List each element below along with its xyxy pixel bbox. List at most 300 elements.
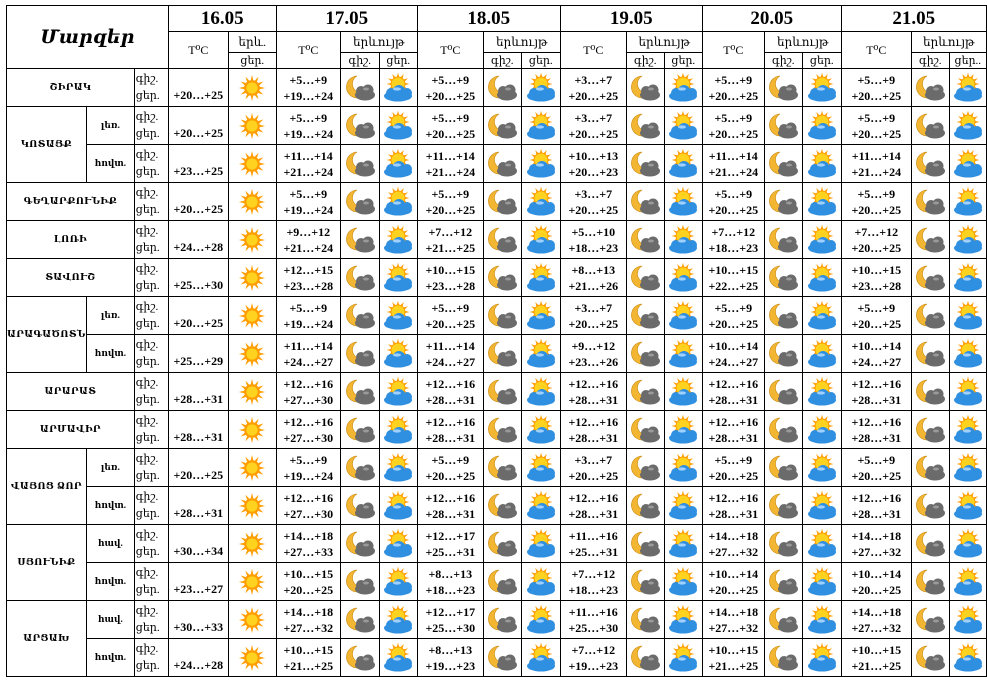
sun-cloud-icon xyxy=(380,73,416,103)
sun-cloud-icon xyxy=(804,149,840,179)
sun-cloud-icon xyxy=(802,373,841,411)
day-temp: +20…+25 xyxy=(851,582,902,597)
sun-cloud-icon xyxy=(380,377,416,407)
night-temp: +12…+16 xyxy=(851,376,902,391)
temperature-cell xyxy=(276,335,340,373)
sun-cloud-icon xyxy=(664,601,702,639)
sun-cloud-icon xyxy=(664,69,702,107)
temperature-cell xyxy=(560,297,626,335)
temperature-cell xyxy=(560,449,626,487)
moon-cloud-icon xyxy=(764,259,802,297)
night-temp: +5…+10 xyxy=(571,224,616,239)
sun-cloud-icon xyxy=(664,183,702,221)
sun-cloud-icon xyxy=(664,563,702,601)
day-temp: +20…+25 xyxy=(568,126,619,141)
moon-cloud-icon xyxy=(343,302,377,330)
temperature-cell xyxy=(417,601,483,639)
time-of-day-labels xyxy=(134,449,168,487)
moon-cloud-icon xyxy=(766,112,800,140)
day-temp: +20…+25 xyxy=(425,126,476,141)
temperature-cell xyxy=(560,221,626,259)
sun-cloud-icon xyxy=(521,259,560,297)
sun-cloud-icon xyxy=(664,487,702,525)
temperature-cell xyxy=(560,145,626,183)
temperature-cell xyxy=(841,335,911,373)
day-temp: +21…+25 xyxy=(708,658,759,673)
sun-cloud-icon xyxy=(379,373,417,411)
moon-cloud-icon xyxy=(626,69,664,107)
night-temp: +11…+14 xyxy=(425,148,475,163)
moon-cloud-icon xyxy=(913,454,947,482)
day-label: ցեր. xyxy=(135,279,160,292)
temperature-cell xyxy=(560,373,626,411)
sun-cloud-icon xyxy=(804,301,840,331)
time-of-day-labels xyxy=(134,639,168,677)
sun-cloud-icon xyxy=(804,377,840,407)
moon-cloud-icon xyxy=(913,112,947,140)
temperature-cell xyxy=(702,449,764,487)
sun-cloud-icon xyxy=(665,149,701,179)
moon-cloud-icon xyxy=(483,183,521,221)
day-temp: +21…+24 xyxy=(425,164,476,179)
night-temp: +10…+15 xyxy=(851,262,902,277)
temperature-cell xyxy=(560,69,626,107)
day-temp: +28…+31 xyxy=(851,392,902,407)
sun-cloud-icon xyxy=(804,529,840,559)
moon-cloud-icon xyxy=(483,563,521,601)
sun-cloud-icon xyxy=(523,415,559,445)
night-temp: +12…+16 xyxy=(425,490,476,505)
day-temp: +20…+25 xyxy=(425,88,476,103)
table-row xyxy=(7,297,987,335)
night-temp: +3…+7 xyxy=(574,110,613,125)
moon-cloud-icon xyxy=(340,69,379,107)
night-temp: +7…+12 xyxy=(854,224,899,239)
day-label: ցեր. xyxy=(135,545,160,558)
temperature-header: T⁰C xyxy=(702,32,764,69)
temperature-header: T⁰C xyxy=(168,32,228,69)
day-temp: +27…+32 xyxy=(283,620,334,635)
moon-cloud-icon xyxy=(483,525,521,563)
night-label: գիշ. xyxy=(135,414,159,427)
moon-cloud-icon xyxy=(628,264,662,292)
time-of-day-labels xyxy=(134,107,168,145)
day-temp: +24…+27 xyxy=(851,354,902,369)
day-temp: +19…+23 xyxy=(568,658,619,673)
temperature-cell xyxy=(276,601,340,639)
sun-cloud-icon xyxy=(949,335,986,373)
sun-cloud-icon xyxy=(950,491,986,521)
sun-cloud-icon xyxy=(380,339,416,369)
sun-cloud-icon xyxy=(804,491,840,521)
time-of-day-labels xyxy=(134,601,168,639)
sun-cloud-icon xyxy=(665,415,701,445)
sun-cloud-icon xyxy=(802,525,841,563)
temperature-cell xyxy=(841,563,911,601)
moon-cloud-icon xyxy=(483,335,521,373)
night-temp: +3…+7 xyxy=(574,452,613,467)
sun-cloud-icon xyxy=(949,107,986,145)
sun-cloud-icon xyxy=(950,605,986,635)
temperature-cell xyxy=(276,145,340,183)
sun-icon xyxy=(228,259,276,297)
day-temp: +19…+24 xyxy=(283,126,334,141)
temperature-cell xyxy=(560,487,626,525)
day-temp: +20…+25 xyxy=(568,468,619,483)
night-temp: +12…+16 xyxy=(568,490,619,505)
sun-cloud-icon xyxy=(521,525,560,563)
night-label: գիշ. xyxy=(135,186,159,199)
night-temp: +10…+15 xyxy=(708,262,759,277)
moon-cloud-icon xyxy=(766,188,800,216)
sun-cloud-icon xyxy=(523,529,559,559)
temperature-cell xyxy=(702,373,764,411)
moon-cloud-icon xyxy=(766,454,800,482)
day-label: ցեր. xyxy=(135,89,160,102)
moon-cloud-icon xyxy=(626,145,664,183)
temperature-cell xyxy=(841,449,911,487)
sun-cloud-icon xyxy=(521,335,560,373)
moon-cloud-icon xyxy=(626,107,664,145)
temperature-cell xyxy=(560,601,626,639)
sun-cloud-icon xyxy=(802,563,841,601)
moon-cloud-icon xyxy=(766,264,800,292)
sun-cloud-icon xyxy=(950,73,986,103)
moon-cloud-icon xyxy=(764,221,802,259)
sun-cloud-icon xyxy=(380,529,416,559)
temperature-cell xyxy=(841,145,911,183)
night-subheader: գիշ. xyxy=(483,53,521,69)
sun-cloud-icon xyxy=(523,187,559,217)
moon-cloud-icon xyxy=(764,449,802,487)
temperature-cell xyxy=(560,107,626,145)
moon-cloud-icon xyxy=(911,145,949,183)
night-temp: +5…+9 xyxy=(714,186,753,201)
sun-cloud-icon xyxy=(380,263,416,293)
sun-icon xyxy=(238,74,266,102)
moon-cloud-icon xyxy=(764,183,802,221)
moon-cloud-icon xyxy=(343,150,377,178)
day-temp: +28…+31 xyxy=(851,506,902,521)
night-temp: +3…+7 xyxy=(574,300,613,315)
sun-cloud-icon xyxy=(665,225,701,255)
moon-cloud-icon xyxy=(911,335,949,373)
moon-cloud-icon xyxy=(343,492,377,520)
sun-cloud-icon xyxy=(804,339,840,369)
moon-cloud-icon xyxy=(340,639,379,677)
temperature-cell: +23…+25 xyxy=(168,145,228,183)
temperature-cell: +20…+25 xyxy=(168,449,228,487)
night-temp: +12…+16 xyxy=(425,414,476,429)
moon-cloud-icon xyxy=(485,112,519,140)
day-label: ցեր. xyxy=(135,393,160,406)
table-row xyxy=(7,563,987,601)
temperature-cell xyxy=(841,487,911,525)
sun-cloud-icon xyxy=(521,411,560,449)
temperature-cell xyxy=(276,69,340,107)
day-temp: +19…+24 xyxy=(283,468,334,483)
night-temp: +10…+15 xyxy=(425,262,476,277)
moon-cloud-icon xyxy=(628,74,662,102)
sun-cloud-icon xyxy=(950,263,986,293)
night-temp: +12…+16 xyxy=(708,376,759,391)
sun-icon xyxy=(238,340,266,368)
sun-cloud-icon xyxy=(804,605,840,635)
day-subheader: ցեր. xyxy=(664,53,702,69)
day-temp: +20…+25 xyxy=(568,202,619,217)
day-temp: +20…+25 xyxy=(851,88,902,103)
day-subheader: ցեր. xyxy=(802,53,841,69)
sun-cloud-icon xyxy=(664,449,702,487)
sun-cloud-icon xyxy=(802,639,841,677)
moon-cloud-icon xyxy=(628,302,662,330)
sun-cloud-icon xyxy=(523,605,559,635)
temperature-cell xyxy=(276,449,340,487)
sun-icon xyxy=(238,644,266,672)
night-label: գիշ. xyxy=(135,72,159,85)
night-temp: +12…+15 xyxy=(283,262,334,277)
sun-cloud-icon xyxy=(380,453,416,483)
night-temp: +5…+9 xyxy=(857,186,896,201)
sun-cloud-icon xyxy=(802,601,841,639)
sun-cloud-icon xyxy=(379,487,417,525)
day-temp: +18…+23 xyxy=(568,240,619,255)
temperature-cell: +20…+25 xyxy=(168,297,228,335)
time-of-day-labels xyxy=(134,183,168,221)
moon-cloud-icon xyxy=(485,568,519,596)
day-temp: +27…+30 xyxy=(283,392,334,407)
sun-cloud-icon xyxy=(802,449,841,487)
moon-cloud-icon xyxy=(485,378,519,406)
sun-icon xyxy=(238,378,266,406)
day-temp: +20…+25 xyxy=(708,126,759,141)
time-of-day-labels xyxy=(134,335,168,373)
moon-cloud-icon xyxy=(340,107,379,145)
night-temp: +5…+9 xyxy=(857,452,896,467)
moon-cloud-icon xyxy=(913,606,947,634)
temperature-cell xyxy=(560,563,626,601)
temperature-cell xyxy=(276,411,340,449)
moon-cloud-icon xyxy=(340,449,379,487)
night-temp: +5…+9 xyxy=(289,72,328,87)
temperature-cell xyxy=(702,487,764,525)
sun-icon xyxy=(228,373,276,411)
moon-cloud-icon xyxy=(911,183,949,221)
day-temp: +19…+24 xyxy=(283,88,334,103)
day-temp: +19…+24 xyxy=(283,316,334,331)
sun-cloud-icon xyxy=(949,449,986,487)
moon-cloud-icon xyxy=(340,183,379,221)
day-temp: +24…+27 xyxy=(283,354,334,369)
day-temp: +21…+25 xyxy=(283,658,334,673)
date-header: 20.05 xyxy=(702,6,841,32)
temperature-cell xyxy=(841,259,911,297)
date-header: 18.05 xyxy=(417,6,560,32)
sun-cloud-icon xyxy=(379,449,417,487)
night-subheader: գիշ. xyxy=(764,53,802,69)
day-temp: +20…+25 xyxy=(851,240,902,255)
table-row xyxy=(7,525,987,563)
temperature-cell xyxy=(841,69,911,107)
moon-cloud-icon xyxy=(340,411,379,449)
sun-cloud-icon xyxy=(802,69,841,107)
day-subheader: ցեր. xyxy=(521,53,560,69)
moon-cloud-icon xyxy=(913,264,947,292)
night-temp: +5…+9 xyxy=(289,110,328,125)
sun-icon xyxy=(238,188,266,216)
night-temp: +5…+9 xyxy=(431,186,470,201)
day-temp: +20…+25 xyxy=(568,88,619,103)
sun-cloud-icon xyxy=(665,453,701,483)
sun-icon xyxy=(228,69,276,107)
time-of-day-labels xyxy=(134,259,168,297)
temperature-cell xyxy=(276,297,340,335)
temperature-cell xyxy=(276,373,340,411)
table-row xyxy=(7,221,987,259)
sun-icon xyxy=(238,302,266,330)
region-name: ԿՈՏԱՅՔ xyxy=(7,107,87,183)
temperature-cell xyxy=(702,221,764,259)
sun-cloud-icon xyxy=(379,563,417,601)
sun-cloud-icon xyxy=(523,149,559,179)
sun-cloud-icon xyxy=(664,335,702,373)
temperature-cell xyxy=(702,411,764,449)
day-temp: +24…+27 xyxy=(708,354,759,369)
sun-cloud-icon xyxy=(380,225,416,255)
night-label: գիշ. xyxy=(135,490,159,503)
day-temp: +28…+31 xyxy=(568,392,619,407)
night-temp: +5…+9 xyxy=(431,72,470,87)
moon-cloud-icon xyxy=(343,606,377,634)
moon-cloud-icon xyxy=(483,411,521,449)
moon-cloud-icon xyxy=(764,297,802,335)
moon-cloud-icon xyxy=(340,601,379,639)
night-temp: +11…+14 xyxy=(708,148,758,163)
day-temp: +20…+25 xyxy=(283,582,334,597)
temperature-cell xyxy=(560,335,626,373)
sun-icon xyxy=(228,107,276,145)
day-temp: +20…+25 xyxy=(708,88,759,103)
sun-icon xyxy=(228,183,276,221)
moon-cloud-icon xyxy=(626,411,664,449)
temperature-cell xyxy=(702,107,764,145)
region-name: ՏԱՎՈՒՇ xyxy=(7,259,135,297)
time-of-day-labels xyxy=(134,69,168,107)
sun-cloud-icon xyxy=(950,415,986,445)
day-label: ցեր. xyxy=(135,431,160,444)
region-name: ԱՐԱՐԱՏ xyxy=(7,373,135,411)
sun-cloud-icon xyxy=(949,259,986,297)
temperature-cell: +20…+25 xyxy=(168,107,228,145)
zone-label: հովտ. xyxy=(86,563,134,601)
table-row xyxy=(7,411,987,449)
day-temp: +28…+31 xyxy=(708,506,759,521)
temperature-cell xyxy=(417,563,483,601)
temperature-cell: +28…+31 xyxy=(168,411,228,449)
sun-cloud-icon xyxy=(379,525,417,563)
moon-cloud-icon xyxy=(343,226,377,254)
night-temp: +9…+12 xyxy=(286,224,331,239)
moon-cloud-icon xyxy=(483,145,521,183)
day-label: ցեր. xyxy=(135,469,160,482)
time-of-day-labels xyxy=(134,411,168,449)
day-temp: +20…+23 xyxy=(568,164,619,179)
temperature-cell xyxy=(702,259,764,297)
night-temp: +14…+18 xyxy=(851,528,902,543)
moon-cloud-icon xyxy=(343,112,377,140)
sun-icon xyxy=(238,606,266,634)
sun-cloud-icon xyxy=(802,411,841,449)
time-of-day-labels xyxy=(134,563,168,601)
day-temp: +21…+24 xyxy=(851,164,902,179)
sun-cloud-icon xyxy=(950,567,986,597)
sun-cloud-icon xyxy=(950,377,986,407)
day-temp: +28…+31 xyxy=(568,506,619,521)
temperature-cell xyxy=(417,373,483,411)
night-label: գիշ. xyxy=(135,604,159,617)
moon-cloud-icon xyxy=(913,226,947,254)
sun-cloud-icon xyxy=(380,491,416,521)
night-temp: +10…+13 xyxy=(568,148,619,163)
moon-cloud-icon xyxy=(766,150,800,178)
day-temp: +27…+30 xyxy=(283,506,334,521)
sun-cloud-icon xyxy=(380,111,416,141)
sun-icon xyxy=(228,145,276,183)
sun-icon xyxy=(238,226,266,254)
moon-cloud-icon xyxy=(343,416,377,444)
temperature-cell xyxy=(417,259,483,297)
sun-cloud-icon xyxy=(804,263,840,293)
date-header: 19.05 xyxy=(560,6,702,32)
night-label: գիշ. xyxy=(135,110,159,123)
night-subheader: գիշ. xyxy=(911,53,949,69)
temperature-cell: +28…+31 xyxy=(168,373,228,411)
sun-cloud-icon xyxy=(949,145,986,183)
day-temp: +25…+31 xyxy=(568,544,619,559)
moon-cloud-icon xyxy=(913,188,947,216)
moon-cloud-icon xyxy=(913,150,947,178)
moon-cloud-icon xyxy=(628,226,662,254)
moon-cloud-icon xyxy=(766,606,800,634)
night-temp: +12…+16 xyxy=(283,490,334,505)
sun-cloud-icon xyxy=(802,335,841,373)
night-temp: +11…+14 xyxy=(283,338,333,353)
sun-cloud-icon xyxy=(949,563,986,601)
sun-cloud-icon xyxy=(949,487,986,525)
sun-cloud-icon xyxy=(523,453,559,483)
sun-cloud-icon xyxy=(664,373,702,411)
moon-cloud-icon xyxy=(343,264,377,292)
moon-cloud-icon xyxy=(483,297,521,335)
moon-cloud-icon xyxy=(485,492,519,520)
table-row xyxy=(7,373,987,411)
sun-cloud-icon xyxy=(521,449,560,487)
sun-cloud-icon xyxy=(523,491,559,521)
day-temp: +23…+28 xyxy=(851,278,902,293)
day-temp: +25…+31 xyxy=(425,544,476,559)
sun-cloud-icon xyxy=(521,221,560,259)
night-label: գիշ. xyxy=(135,338,159,351)
sun-cloud-icon xyxy=(379,183,417,221)
sun-cloud-icon xyxy=(521,297,560,335)
sun-cloud-icon xyxy=(523,73,559,103)
region-name: ԱՐՑԱԽ xyxy=(7,601,87,677)
moon-cloud-icon xyxy=(343,644,377,672)
sun-icon xyxy=(228,525,276,563)
night-label: գիշ. xyxy=(135,452,159,465)
sun-cloud-icon xyxy=(380,567,416,597)
temperature-cell xyxy=(702,183,764,221)
